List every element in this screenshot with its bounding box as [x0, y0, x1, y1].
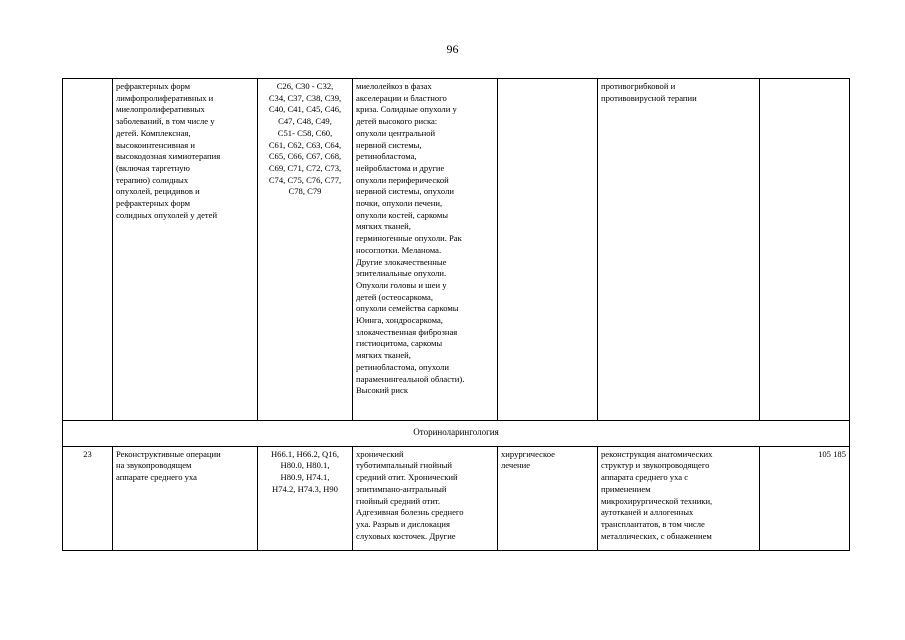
cost-cell: 105 185 — [760, 446, 850, 550]
treatment-method-cell — [598, 446, 760, 550]
cell-text-line: носоглотки. Меланома. — [356, 244, 442, 255]
cell-text-line: противогрибковой и — [601, 81, 676, 91]
cell-text-line: мягких тканей, — [356, 350, 411, 361]
cell-text-line: (включая таргетную — [116, 162, 190, 173]
cell-text-line: H80.9, H74.1, — [280, 472, 330, 483]
cell-text-line: H66.1, H66.2, Q16, — [270, 448, 340, 459]
cell-text-line: C65, C66, C67, C68, — [268, 151, 342, 162]
cell-text-line: криза. Солидные опухоли у — [356, 104, 457, 115]
cell-text-line: уха. Разрыв и дислокация — [356, 518, 450, 529]
cell-text-line: мягких тканей, — [356, 221, 411, 232]
cell-text-line: слуховых косточек. Другие — [356, 530, 456, 541]
cell-text-line: опухоли центральной — [356, 127, 436, 138]
cell-text-line: высокодозная химиотерапия — [116, 151, 221, 162]
cell-text-line: нейробластома и другие — [356, 162, 445, 173]
cell-text-line: микрохирургической техники, — [601, 495, 713, 506]
services-table — [62, 78, 850, 551]
cell-text-line: аппарата среднего уха с — [601, 472, 689, 483]
cell-text-line: хронический — [356, 448, 404, 459]
icd-codes-cell — [258, 446, 353, 550]
cell-text-line: солидных опухолей у детей — [116, 209, 218, 220]
table-row — [63, 79, 850, 421]
cell-text-line: C34, C37, C38, C39, — [268, 92, 342, 103]
cell-text-line: заболеваний, в том числе у — [116, 116, 215, 127]
cell-text-line: C74, C75, C76, C77, — [268, 174, 342, 185]
cell-text-line: ретинобластома, опухоли — [356, 361, 449, 372]
cell-text-line: H74.2, H74.3, H90 — [272, 483, 338, 494]
cell-text-line: Опухоли головы и шеи у — [356, 279, 447, 290]
cell-text-line: средний отит. Хронический — [356, 472, 458, 483]
cell-text-line: опухоли семейства саркомы — [356, 303, 459, 314]
cell-text-line: C69, C71, C72, C73, — [268, 162, 342, 173]
table-row — [63, 446, 850, 550]
cell-text-line: миелолейкоз в фазах — [356, 81, 432, 91]
cell-text-line: герминогенные опухоли. Рак — [356, 233, 462, 244]
cell-text-line: Высокий риск — [356, 385, 409, 396]
cell-text-line: параменингеальной области). — [356, 373, 465, 384]
intervention-name-cell — [113, 79, 258, 421]
cell-text-line: опухоли костей, саркомы — [356, 209, 449, 220]
cell-text-line: Реконструктивные операции — [116, 448, 221, 459]
cell-text-line: C51- C58, C60, — [277, 127, 333, 138]
cell-text-line: на звукопроводящем — [116, 460, 192, 471]
cell-text-line: C47, C48, C49, — [278, 116, 332, 127]
icd-codes-cell — [258, 79, 353, 421]
cell-text-line: нервной системы, — [356, 139, 422, 150]
cell-text-line: высокоинтенсивная и — [116, 139, 195, 150]
patient-model-cell — [353, 446, 498, 550]
row-number-cell: 23 — [63, 446, 113, 550]
cell-text-line: опухолей, рецидивов и — [116, 186, 200, 197]
cell-text-line: реконструкция анатомических — [601, 448, 713, 459]
cell-text-line: H80.0, H80.1, — [280, 460, 330, 471]
section-title: Оториноларингология — [63, 421, 850, 447]
cell-text-line: аппарате среднего уха — [116, 472, 197, 483]
cell-text-line: рефрактерных форм — [116, 81, 191, 91]
cell-text-line: C40, C41, C45, C46, — [268, 104, 342, 115]
cell-text-line: эпитимпано-антральный — [356, 483, 447, 494]
cell-text-line: эпителиальные опухоли. — [356, 268, 447, 279]
cell-text-line: детей (остеосаркома, — [356, 291, 434, 302]
cell-text-line: детей. Комплексная, — [116, 127, 191, 138]
cell-text-line: миелопролиферативных — [116, 104, 205, 115]
cell-text-line: Юинга, хондросаркома, — [356, 315, 443, 326]
intervention-name-cell — [113, 446, 258, 550]
cell-text-line: трансплантатов, в том числе — [601, 518, 705, 529]
cell-text-line: гистиоцитома, саркомы — [356, 338, 443, 349]
cell-text-line: структур и звукопроводящего — [601, 460, 710, 471]
cell-text-line: опухоли периферической — [356, 174, 449, 185]
cell-text-line: C26, C30 - C32, — [276, 81, 334, 91]
cell-text-line: почки, опухоли печени, — [356, 198, 443, 209]
section-header-row — [63, 421, 850, 447]
cell-text-line: лимфопролиферативных и — [116, 92, 214, 103]
cell-text-line: нервной системы, опухоли — [356, 186, 454, 197]
cell-text-line: ретинобластома, — [356, 151, 417, 162]
cell-text-line: туботимпальный гнойный — [356, 460, 452, 471]
page-number: 96 — [446, 42, 459, 56]
cell-text-line: C78, C79 — [288, 186, 322, 197]
cell-text-line: металлических, с обнажением — [601, 530, 712, 541]
cell-text-line: Другие злокачественные — [356, 256, 447, 267]
cell-text-line: C61, C62, C63, C64, — [268, 139, 342, 150]
cell-text-line: терапию) солидных — [116, 174, 189, 185]
cell-text-line: противовирусной терапии — [601, 92, 697, 103]
cost-cell — [760, 79, 850, 421]
cell-text-line: акселерации и бластного — [356, 92, 447, 103]
row-number-cell — [63, 79, 113, 421]
treatment-method-cell — [598, 79, 760, 421]
cell-text-line: Адгезивная болезнь среднего — [356, 507, 464, 518]
cell-text-line: злокачественная фиброзная — [356, 326, 458, 337]
cell-text-line: хирургическое — [501, 448, 555, 459]
treatment-type-cell — [498, 79, 598, 421]
cell-text-line: гнойный средний отит. — [356, 495, 441, 506]
patient-model-cell — [353, 79, 498, 421]
treatment-type-cell — [498, 446, 598, 550]
cell-text-line: аутотканей и аллогенных — [601, 507, 694, 518]
cell-text-line: применением — [601, 483, 651, 494]
cell-text-line: рефрактерных форм — [116, 198, 191, 209]
cell-text-line: детей высокого риска: — [356, 116, 438, 127]
cell-text-line: лечение — [501, 460, 531, 471]
